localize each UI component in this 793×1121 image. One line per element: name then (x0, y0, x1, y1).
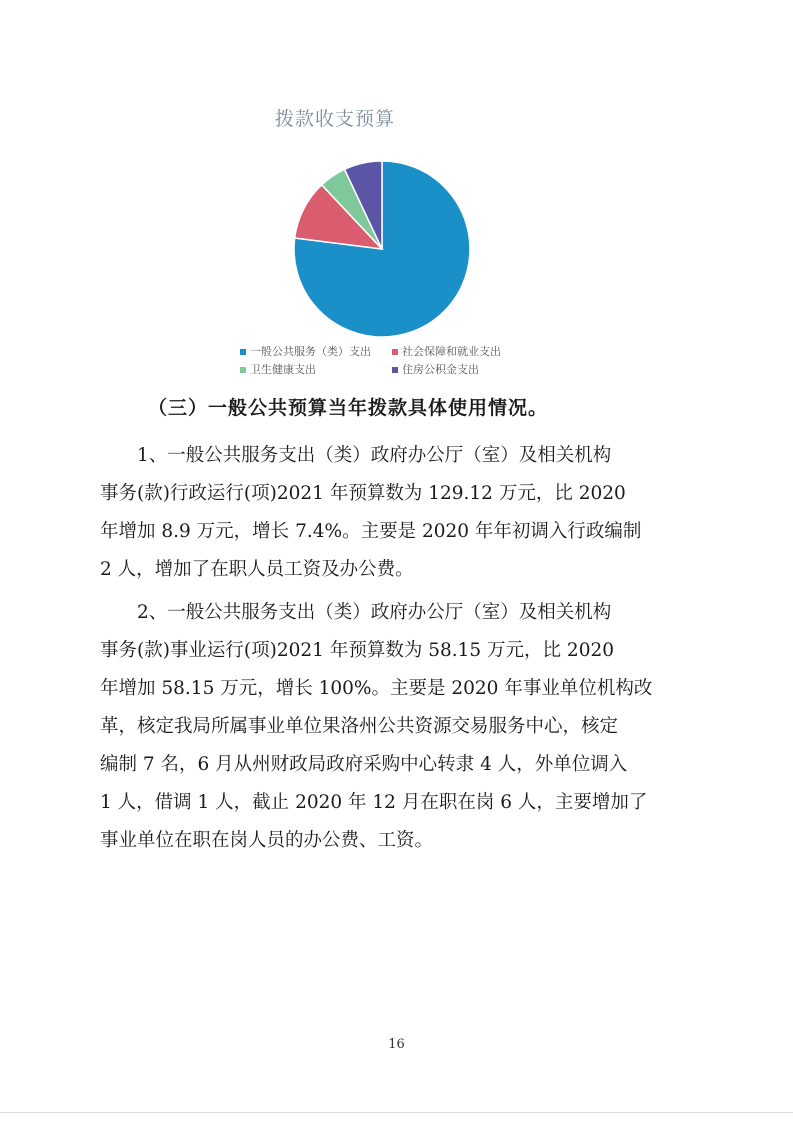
text-line: 2 人，增加了在职人员工资及办公费。 (100, 559, 414, 580)
legend-label: 一般公共服务（类）支出 (250, 345, 371, 358)
page-edge-line (0, 1112, 793, 1113)
legend-label: 卫生健康支出 (250, 363, 316, 376)
legend-label: 社会保障和就业支出 (402, 345, 501, 358)
legend-swatch (240, 349, 246, 355)
legend-item-2 (392, 343, 501, 359)
text-line: 年增加 8.9 万元，增长 7.4%。主要是 2020 年年初调入行政编制 (100, 521, 642, 542)
chart-title: 拨款收支预算 (274, 108, 395, 130)
paragraph-1 (100, 437, 692, 589)
text-line: 年增加 58.15 万元，增长 100%。主要是 2020 年事业单位机构改 (100, 678, 653, 699)
text-line: 事业单位在职在岗人员的办公费、工资。 (100, 830, 434, 851)
text-line: 2、一般公共服务支出（类）政府办公厅（室）及相关机构 (137, 602, 612, 623)
section-heading: （三）一般公共预算当年拨款具体使用情况。 (148, 397, 549, 419)
legend-item-4 (392, 361, 479, 377)
text-line: 事务(款)事业运行(项)2021 年预算数为 58.15 万元，比 2020 (100, 640, 615, 661)
text-line: 事务(款)行政运行(项)2021 年预算数为 129.12 万元，比 2020 (100, 483, 626, 504)
text-line: 编制 7 名，6 月从州财政局政府采购中心转隶 4 人，外单位调入 (100, 754, 628, 775)
paragraph-2 (100, 594, 692, 860)
page-number: 16 (388, 1037, 405, 1052)
legend-swatch (392, 349, 398, 355)
legend-item-3 (240, 361, 316, 377)
text-line: 革，核定我局所属事业单位果洛州公共资源交易服务中心，核定 (100, 716, 619, 737)
legend-swatch (240, 367, 246, 373)
text-line: 1、一般公共服务支出（类）政府办公厅（室）及相关机构 (137, 445, 612, 466)
legend-swatch (392, 367, 398, 373)
text-line: 1 人，借调 1 人，截止 2020 年 12 月在职在岗 6 人，主要增加了 (100, 792, 648, 813)
legend-label: 住房公积金支出 (402, 363, 479, 376)
budget-pie-chart (140, 96, 530, 386)
legend-item-1 (240, 343, 371, 359)
